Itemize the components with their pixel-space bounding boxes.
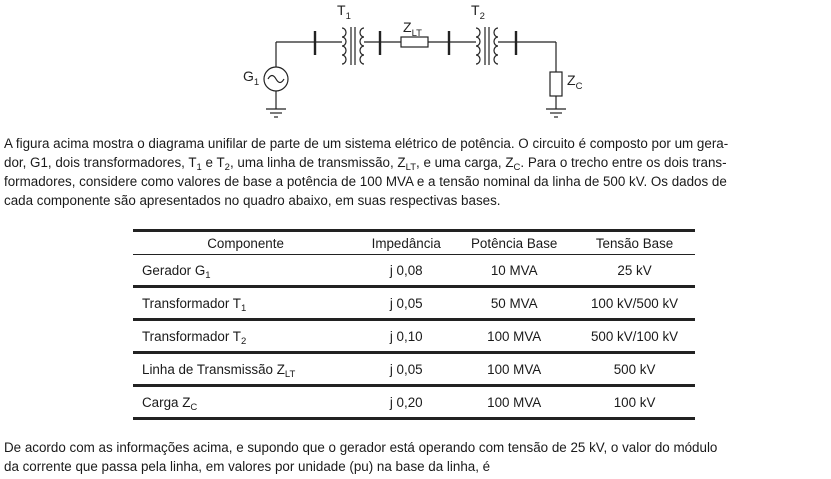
transformer-t2: [476, 27, 498, 65]
t1-label: T: [337, 2, 346, 18]
cell-power: 50 MVA: [490, 295, 538, 311]
cell-component: Transformador $T_1$: [142, 295, 247, 314]
load-zc: [550, 72, 562, 96]
cell-impedance: j 0,20: [389, 394, 423, 410]
t2-subscript: 2: [479, 11, 485, 22]
header-componente: Componente: [207, 235, 284, 251]
cell-power: 100 MVA: [487, 361, 542, 377]
cell-power: 100 MVA: [487, 328, 542, 344]
one-line-diagram: [0, 0, 831, 130]
g1-label: G: [243, 68, 254, 84]
cell-voltage: 500 kV: [613, 361, 656, 377]
header-tensao-base: Tensão Base: [595, 235, 674, 251]
description-paragraph: A figura acima mostra o diagrama unifilar de parte de um sistema elétrico de potência. O circuito é composto por um gera- dor, G1, dois transformadores, $T_1$ e $T_2$, uma linha de transmissão, $Z_{LT}$, e uma carga, $Z_C$. Para o trecho entre os dois trans- formadores, considere como valores de base a potência de 100 MVA e a tensão nominal da linha de 500 kV. Os dados de cada componente são apresentados no quadro abaixo, em suas respectivas bases.: [4, 136, 729, 208]
cell-voltage: 100 kV: [613, 394, 656, 410]
ground-symbols: [266, 109, 566, 117]
cell-impedance: j 0,05: [389, 295, 423, 311]
cell-power: 100 MVA: [487, 394, 542, 410]
cell-power: 10 MVA: [490, 262, 538, 278]
svg-text:T1: [337, 2, 351, 22]
table-row: [133, 320, 695, 353]
t2-label: T: [471, 2, 480, 18]
table-row: [133, 353, 695, 386]
svg-text:G1: [243, 68, 259, 88]
svg-text:ZLT: [403, 19, 422, 39]
cell-component: Carga $Z_C$: [142, 394, 198, 413]
transformer-t1: [342, 27, 364, 65]
svg-text:ZC: [567, 72, 583, 92]
zc-label: Z: [567, 72, 576, 88]
cell-voltage: 500 kV/100 kV: [590, 328, 679, 344]
cell-impedance: j 0,05: [389, 361, 423, 377]
cell-component: Gerador $G_1$: [142, 262, 211, 281]
cell-voltage: 100 kV/500 kV: [590, 295, 679, 311]
g1-subscript: 1: [253, 77, 260, 88]
generator-g1: [264, 67, 288, 91]
zlt-label: Z: [403, 19, 412, 35]
t1-subscript: 1: [345, 11, 351, 22]
table-row: [133, 386, 695, 419]
table-row: [133, 255, 695, 287]
zlt-subscript: LT: [411, 28, 422, 39]
question-paragraph: De acordo com as informações acima, e supondo que o gerador está operando com tensão de 25 kV, o valor do módulo da corrente que passa pela linha, em valores por unidade (pu) na base da linha, é: [4, 440, 718, 474]
header-potencia-base: Potência Base: [471, 235, 558, 251]
table-header-row: [133, 231, 695, 255]
svg-text:T2: [471, 2, 485, 22]
header-impedancia: Impedância: [371, 235, 441, 251]
component-data-table: [133, 229, 695, 420]
cell-component: Transformador $T_2$: [142, 328, 247, 347]
table-row: [133, 287, 695, 320]
cell-impedance: j 0,08: [389, 262, 423, 278]
cell-impedance: j 0,10: [389, 328, 423, 344]
cell-component: Linha de Transmissão $Z_{LT}$: [142, 361, 296, 380]
zc-subscript: C: [575, 81, 583, 92]
cell-voltage: 25 kV: [617, 262, 652, 278]
